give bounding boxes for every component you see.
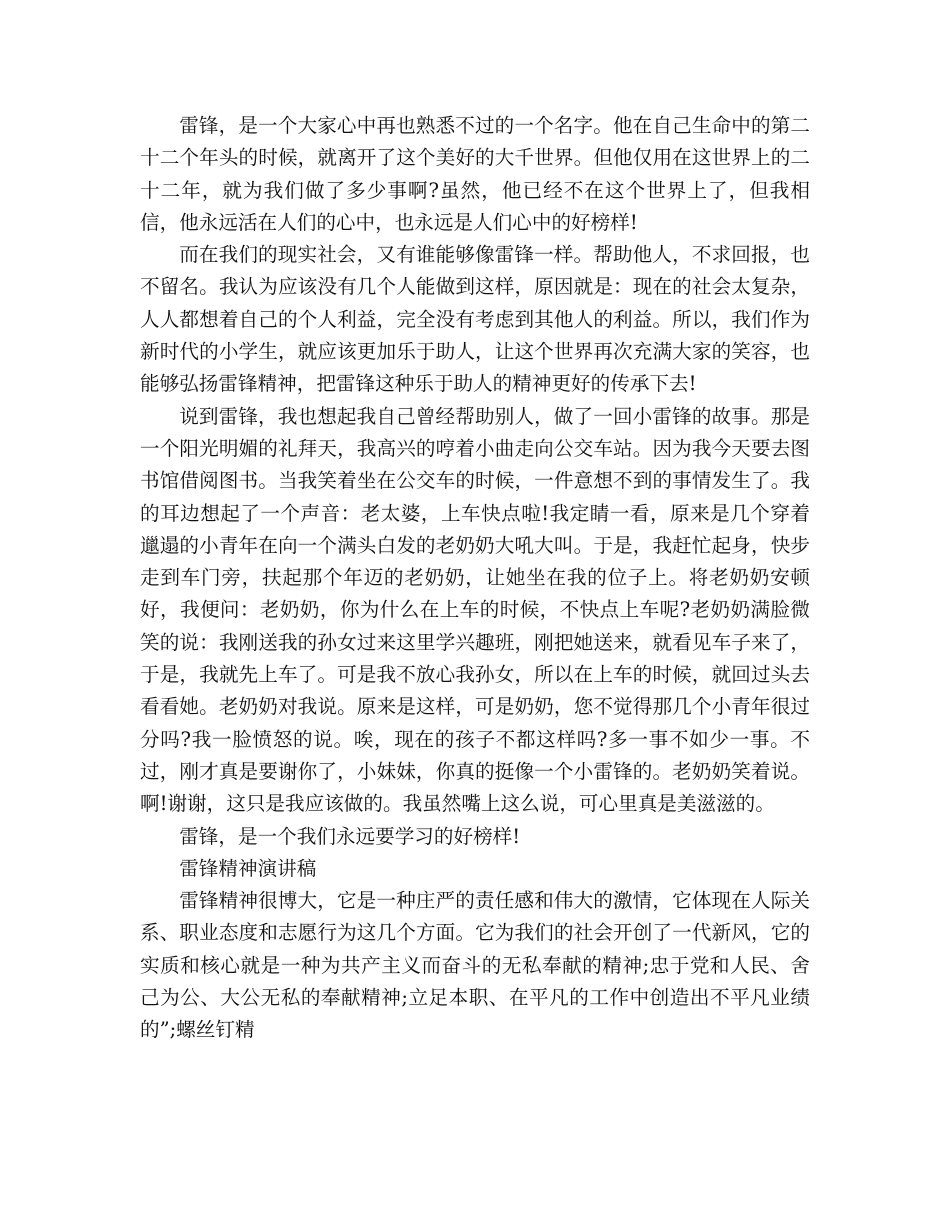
section-heading: 雷锋精神演讲稿 xyxy=(179,856,317,880)
paragraph-story: 说到雷锋，我也想起我自己曾经帮助别人，做了一回小雷锋的故事。那是一个阳光明媚的礼拜天，我高兴的哼着小曲走向公交车站。因为我今天要去图书馆借阅图书。当我笑着坐在公交车的时候，一件意想不到的事情发生了。我的耳边想起了一个声音：老太婆，上车快点啦!我定睛一看，原来是几个穿着邋遢的小青年在向一个满头白发的老奶奶大吼大叫。于是，我赶忙起身，快步走到车门旁，扶起那个年迈的老奶奶，让她坐在我的位子上。将老奶奶安顿好，我便问：老奶奶，你为什么在上车的时候，不快点上车呢?老奶奶满脸微笑的说：我刚送我的孙女过来这里学兴趣班，刚把她送来，就看见车子来了，于是，我就先上车了。可是我不放心我孙女，所以在上车的时候，就回过头去看看她。老奶奶对我说。原来是这样，可是奶奶，您不觉得那几个小青年很过分吗?我一脸愤怒的说。唉，现在的孩子不都这样吗?多一事不如少一事。不过，刚才真是要谢你了，小妹妹，你真的挺像一个小雷锋的。老奶奶笑着说。啊!谢谢，这只是我应该做的。我虽然嘴上这么说，可心里真是美滋滋的。 xyxy=(140,404,810,816)
paragraph-spirit: 雷锋精神很博大，它是一种庄严的责任感和伟大的激情，它体现在人际关系、职业态度和志愿行为这几个方面。它为我们的社会开创了一代新风，它的实质和核心就是一种为共产主义而奋斗的无私奉献的精神;忠于党和人民、舍己为公、大公无私的奉献精神;立足本职、在平凡的工作中创造出不平凡业绩的”;螺丝钉精 xyxy=(140,889,810,1042)
document-body xyxy=(140,110,810,1047)
paragraph-conclusion: 雷锋，是一个我们永远要学习的好榜样! xyxy=(179,824,521,848)
paragraph-intro: 雷锋，是一个大家心中再也熟悉不过的一个名字。他在自己生命中的第二十二个年头的时候，就离开了这个美好的大千世界。但他仅用在这世界上的二十二年，就为我们做了多少事啊?虽然，他已经不在这个世界上了，但我相信，他永远活在人们的心中，也永远是人们心中的好榜样! xyxy=(140,114,810,234)
paragraph-society: 而在我们的现实社会，又有谁能够像雷锋一样。帮助他人，不求回报，也不留名。我认为应该没有几个人能做到这样，原因就是：现在的社会太复杂，人人都想着自己的个人利益，完全没有考虑到其他人的利益。所以，我们作为新时代的小学生，就应该更加乐于助人，让这个世界再次充满大家的笑容，也能够弘扬雷锋精神，把雷锋这种乐于助人的精神更好的传承下去! xyxy=(140,243,810,396)
